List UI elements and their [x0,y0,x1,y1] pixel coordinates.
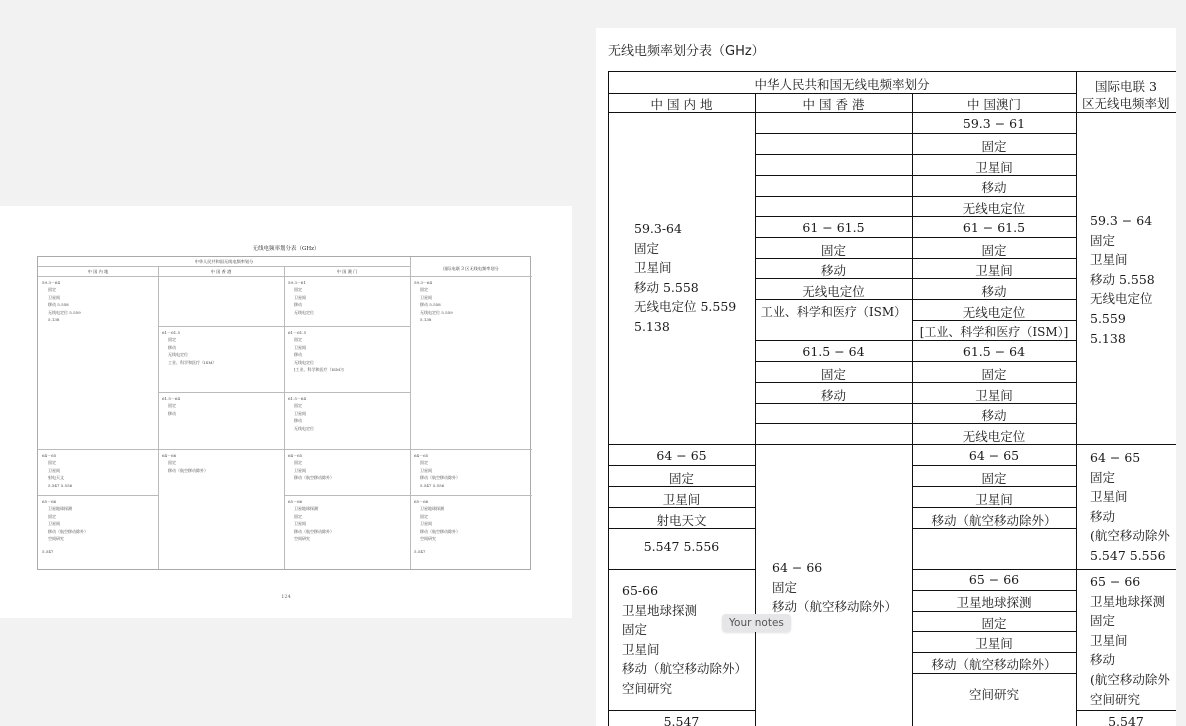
zoom-macao-row: 61.5 − 64 [962,344,1026,359]
zoom-title: 无线电频率划分表（GHz） [608,44,765,59]
zoom-cell-hk-b: 64 − 66 固定 移动（航空移动除外） [772,560,898,615]
zoom-macao-row: 59.3 − 61 [962,116,1026,131]
thumbnail-cell-macao-c: 61.5－64 固定 卫星间 移动 无线电定位 [288,396,314,431]
zoom-cell-region-a: 59.3 − 64 固定 卫星间 移动 5.558 无线电定位 5.559 5.138 [1090,213,1155,346]
zoom-cell-region-b: 64 − 65 固定 卫星间 移动 (航空移动除外 5.547 5.556 [1090,450,1170,563]
zoom-macao-c-row: 卫星间 [975,636,1013,651]
page-thumbnail[interactable] [0,206,572,618]
thumbnail-cell-mainland-c: 65－66 卫星地球探测 固定 卫星间 移动（航空移动除外） 空间研究 5.547 [42,499,88,555]
zoom-mainland-b-row: 5.547 5.556 [643,539,720,554]
thumbnail-cell-macao-d: 64－65 固定 卫星间 移动（航空移动除外） [288,453,334,481]
thumbnail-cell-hk-c: 61.5－64 固定 移动 [162,396,180,416]
zoom-group-header: 中华人民共和国无线电频率划分 [754,77,930,92]
zoom-region-footer: 5.547 [1108,714,1144,726]
zoom-macao-row: 卫星间 [975,388,1013,403]
zoom-mainland-b-row: 64 − 65 [656,448,707,463]
thumbnail-col-hk: 中 国 香 港 [210,269,232,274]
thumbnail-title: 无线电频率划分表（GHz） [252,246,320,252]
zoom-macao-b-row: 移动（航空移动除外） [931,513,1057,528]
zoom-col-macao: 中 国澳门 [967,97,1021,112]
thumbnail-cell-macao-a: 59.3－61 固定 卫星间 移动 无线电定位 [288,280,314,315]
your-notes-tooltip[interactable]: Your notes [722,614,791,632]
zoom-region-header-line1: 国际电联 3 [1095,79,1157,94]
zoom-macao-b-row: 64 − 65 [968,448,1020,463]
zoom-hk-row: 固定 [820,367,846,382]
zoom-macao-row: 移动 [981,284,1007,299]
zoom-macao-row: 移动 [981,180,1007,195]
zoom-macao-row: 无线电定位 [962,429,1026,444]
zoom-region-header-line2: 区无线电频率划 [1082,96,1170,111]
zoom-macao-row: [工业、科学和医疗（ISM）] [919,325,1069,339]
zoom-macao-row: 无线电定位 [962,201,1026,216]
zoom-macao-c-row: 65 − 66 [968,572,1020,587]
page-number: 124 [281,594,291,600]
zoom-col-hk: 中 国 香 港 [802,97,865,112]
zoom-macao-row: 61 − 61.5 [962,220,1026,235]
zoom-mainland-b-row: 射电天文 [656,513,707,528]
thumbnail-cell-region-a: 59.3－64 固定 卫星间 移动 5.558 无线电定位 5.559 5.138 [414,280,453,323]
zoom-cell-region-c: 65 − 66 卫星地球探测 固定 卫星间 移动 (航空移动除外 空间研究 [1090,574,1170,707]
zoom-hk-row: 61 − 61.5 [802,220,865,235]
zoom-macao-c-row: 卫星地球探测 [956,595,1032,610]
thumbnail-cell-macao-e: 65－66 卫星地球探测 固定 卫星间 移动（航空移动除外） 空间研究 [288,499,334,542]
zoom-hk-row: 61.5 − 64 [802,344,865,359]
zoom-hk-row: 固定 [820,243,846,258]
zoom-mainland-b-row: 卫星间 [662,492,701,507]
thumbnail-group-header: 中华人民共和国无线电频率划分 [194,259,254,264]
zoom-mainland-footer: 5.547 [663,714,700,726]
zoom-hk-row: 移动 [820,263,846,278]
zoomed-page[interactable] [596,28,1176,726]
zoom-macao-row: 固定 [981,243,1007,258]
zoom-macao-row: 卫星间 [975,160,1013,175]
thumbnail-col-macao: 中 国 澳 门 [336,269,358,274]
thumbnail-cell-region-c: 65－66 卫星地球探测 固定 卫星间 移动（航空移动除外） 空间研究 5.547 [414,499,460,555]
zoom-macao-row: 无线电定位 [962,305,1026,320]
zoom-hk-row: 移动 [820,388,846,403]
zoom-cell-mainland-a: 59.3-64 固定 卫星间 移动 5.558 无线电定位 5.559 5.138 [634,221,737,334]
thumbnail-table [37,256,531,570]
zoom-macao-c-row: 空间研究 [968,687,1019,702]
zoom-macao-b-row: 卫星间 [975,492,1013,507]
zoom-macao-row: 卫星间 [975,263,1013,278]
zoom-macao-c-row: 移动（航空移动除外） [931,657,1057,672]
thumbnail-cell-hk-a: 61－61.5 固定 移动 无线电定位 工业、科学和医疗（ISM） [162,330,217,365]
zoom-hk-row: 工业、科学和医疗（ISM） [760,305,907,319]
thumbnail-cell-mainland-b: 64－65 固定 卫星间 射电天文 5.547 5.556 [42,453,73,488]
zoom-macao-row: 移动 [981,408,1007,423]
zoom-mainland-b-row: 固定 [668,471,694,486]
thumbnail-cell-mainland-a: 59.3－64 固定 卫星间 移动 5.558 无线电定位 5.559 5.138 [42,280,81,323]
zoom-macao-row: 固定 [981,139,1007,154]
zoom-col-mainland: 中 国 内 地 [650,97,713,112]
thumbnail-col-mainland: 中 国 内 地 [87,269,109,274]
zoom-macao-b-row: 固定 [981,471,1007,486]
zoom-cell-mainland-c: 65-66 卫星地球探测 固定 卫星间 移动（航空移动除外） 空间研究 [622,583,748,696]
zoom-macao-row: 固定 [981,367,1007,382]
thumbnail-cell-hk-d: 64－66 固定 移动（航空移动除外） [162,453,208,473]
zoom-macao-c-row: 固定 [981,616,1007,631]
thumbnail-cell-macao-b: 61－61.5 固定 卫星间 移动 无线电定位 [工业、科学和医疗（ISM）] [288,330,344,373]
thumbnail-cell-region-b: 64－65 固定 卫星间 移动（航空移动除外） 5.547 5.556 [414,453,460,488]
zoom-hk-row: 无线电定位 [802,284,865,299]
thumbnail-region-header: 国际电联 3 区无线电频率划分 [443,266,499,271]
